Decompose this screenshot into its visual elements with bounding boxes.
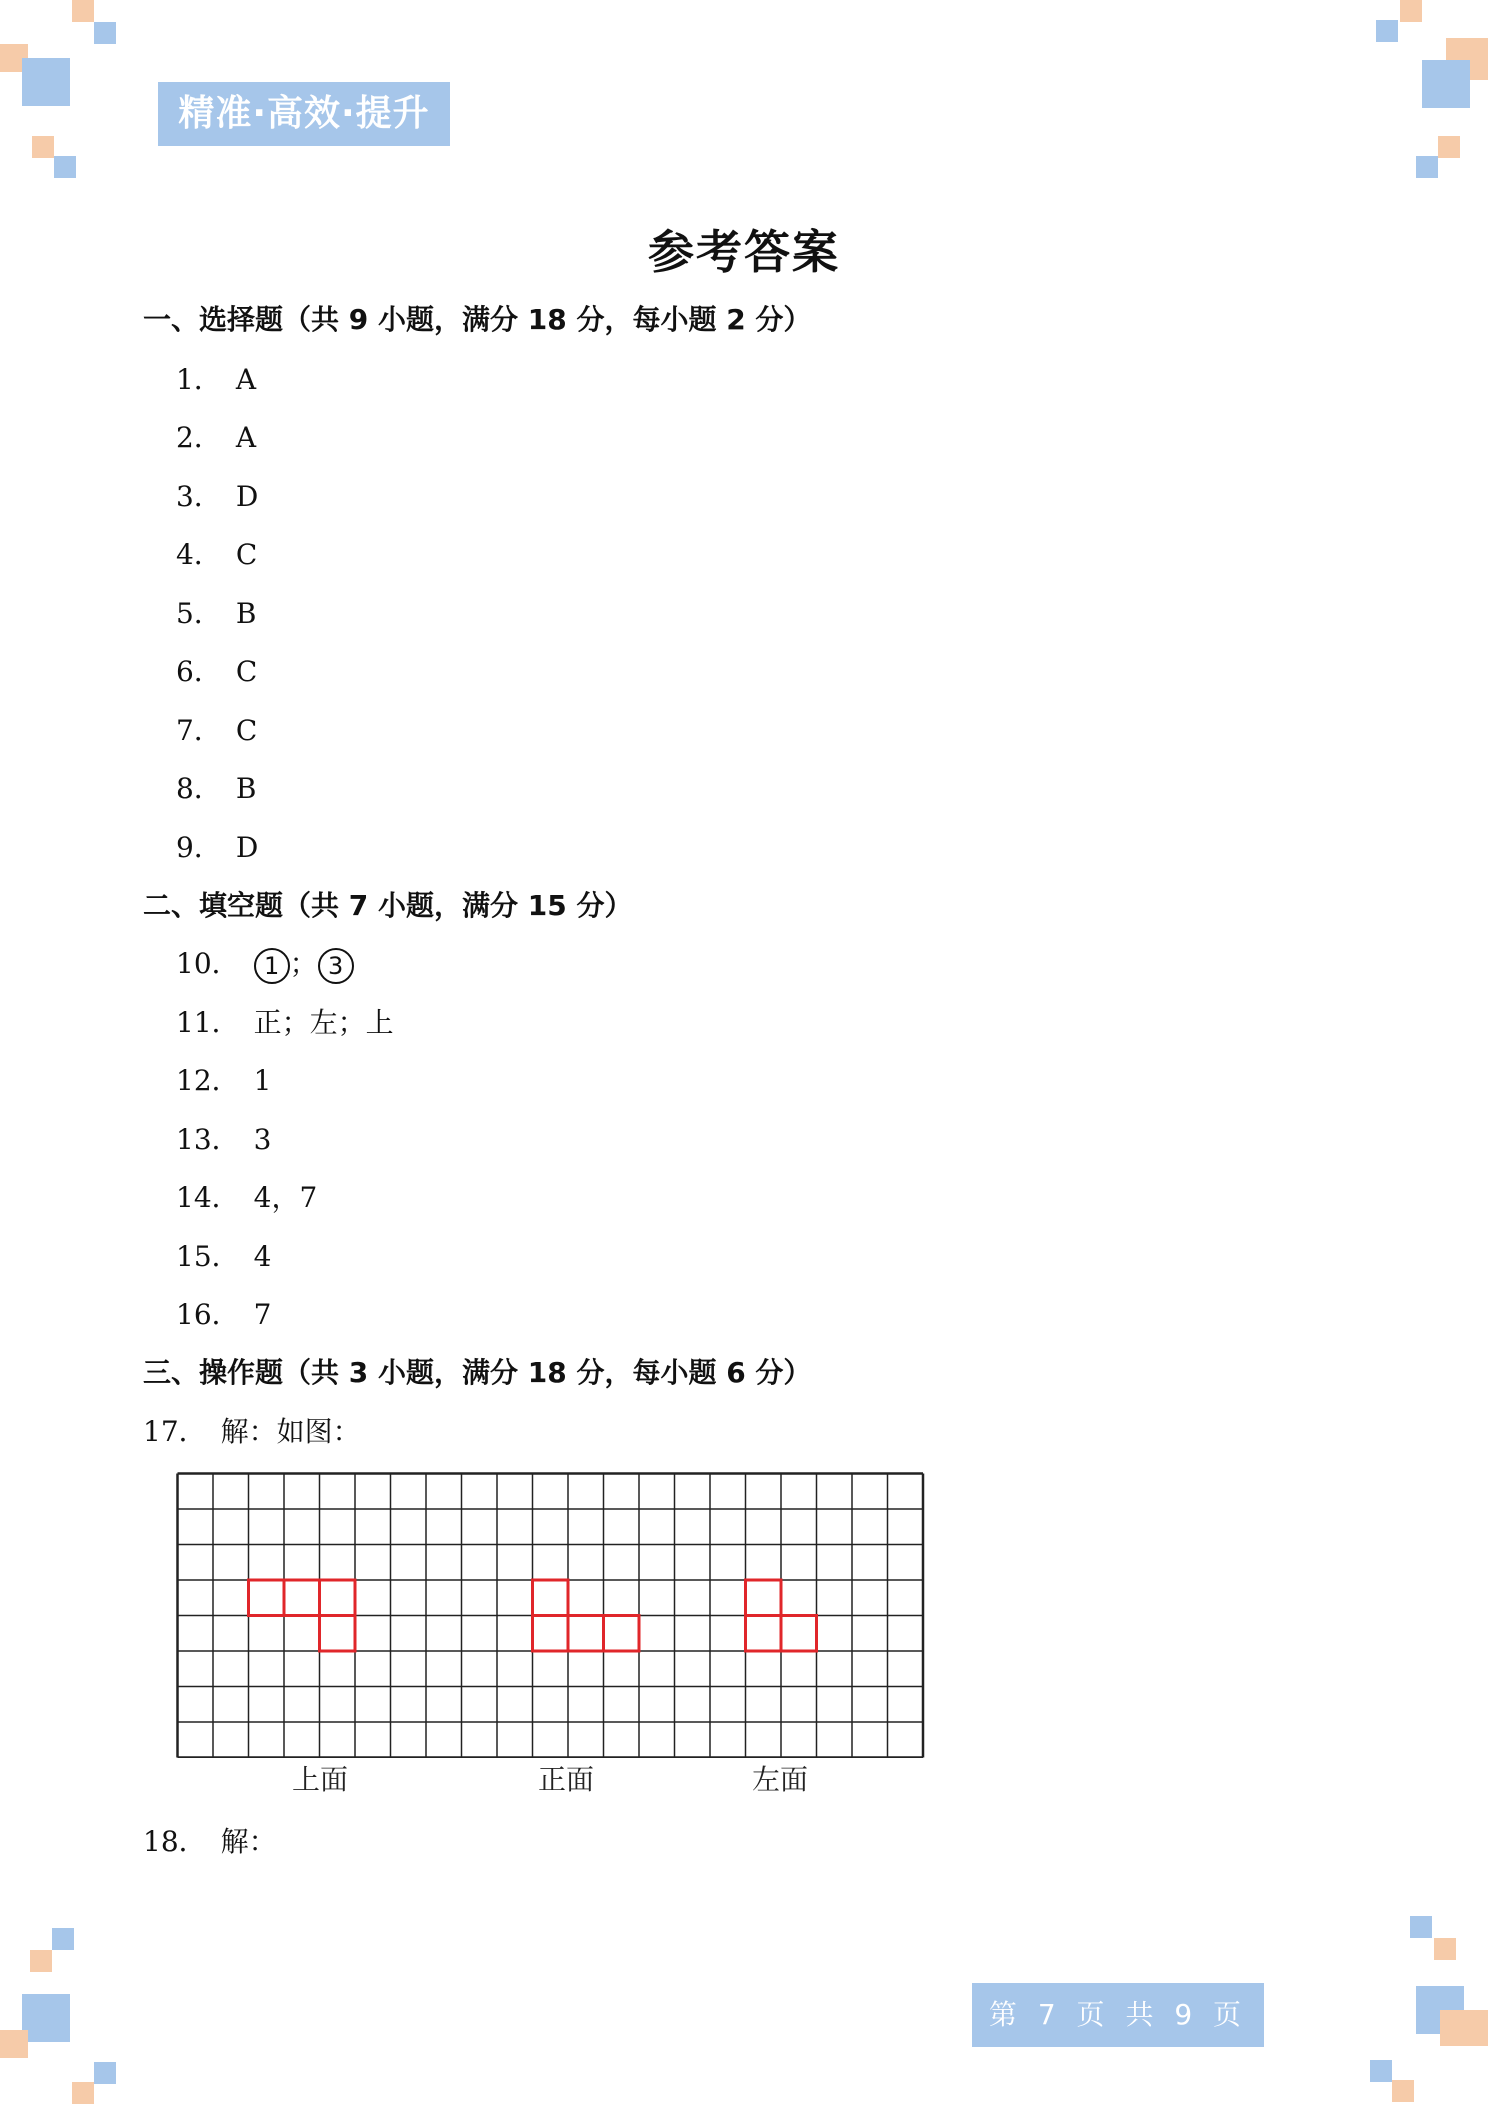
answer-10: 10． 1 ； 3: [176, 944, 354, 984]
section-heading-fill: 二、填空题（共 7 小题，满分 15 分）: [143, 889, 633, 922]
three-view-figure: [176, 1472, 926, 1758]
section-heading-operation: 三、操作题（共 3 小题，满分 18 分，每小题 6 分）: [143, 1356, 812, 1389]
section-heading-choice: 一、选择题（共 9 小题，满分 18 分，每小题 2 分）: [143, 303, 812, 336]
top-view-shape: [249, 1580, 356, 1651]
answer-1: 1． A: [176, 363, 257, 396]
view-cell: [320, 1616, 356, 1652]
answer-4: 4． C: [176, 538, 258, 571]
brand-banner: 精准·高效·提升: [158, 82, 450, 146]
answer-12: 12． 1: [176, 1064, 272, 1097]
view-label-top: 上面: [292, 1763, 349, 1796]
answer-6: 6． C: [176, 655, 258, 688]
view-cell: [320, 1580, 356, 1616]
circled-number: 3: [318, 948, 354, 984]
view-label-left: 左面: [752, 1763, 809, 1796]
view-cell: [746, 1580, 782, 1616]
answer-18: 18． 解：: [143, 1825, 277, 1858]
grid-drawing: [176, 1472, 926, 1758]
answer-17: 17． 解：如图：: [143, 1415, 361, 1448]
view-cell: [249, 1580, 285, 1616]
view-cell: [533, 1580, 569, 1616]
answer-3: 3． D: [176, 480, 259, 513]
answer-5: 5． B: [176, 597, 257, 630]
view-label-front: 正面: [538, 1763, 595, 1796]
view-cell: [746, 1616, 782, 1652]
answer-14: 14． 4，7: [176, 1181, 318, 1214]
view-cell: [284, 1580, 320, 1616]
answer-16: 16． 7: [176, 1298, 272, 1331]
page-number: 第 7 页 共 9 页: [972, 1983, 1264, 2047]
page-title: 参考答案: [648, 225, 840, 279]
view-cell: [568, 1616, 604, 1652]
answer-2: 2． A: [176, 421, 257, 454]
view-cell: [781, 1616, 817, 1652]
view-cell: [604, 1616, 640, 1652]
answer-15: 15． 4: [176, 1240, 272, 1273]
answer-11: 11． 正；左；上: [176, 1006, 394, 1039]
answer-7: 7． C: [176, 714, 258, 747]
view-cell: [533, 1616, 569, 1652]
front-view-shape: [533, 1580, 640, 1651]
answer-9: 9． D: [176, 831, 259, 864]
answer-13: 13． 3: [176, 1123, 272, 1156]
circled-number: 1: [254, 948, 290, 984]
answer-8: 8． B: [176, 772, 257, 805]
left-view-shape: [746, 1580, 817, 1651]
